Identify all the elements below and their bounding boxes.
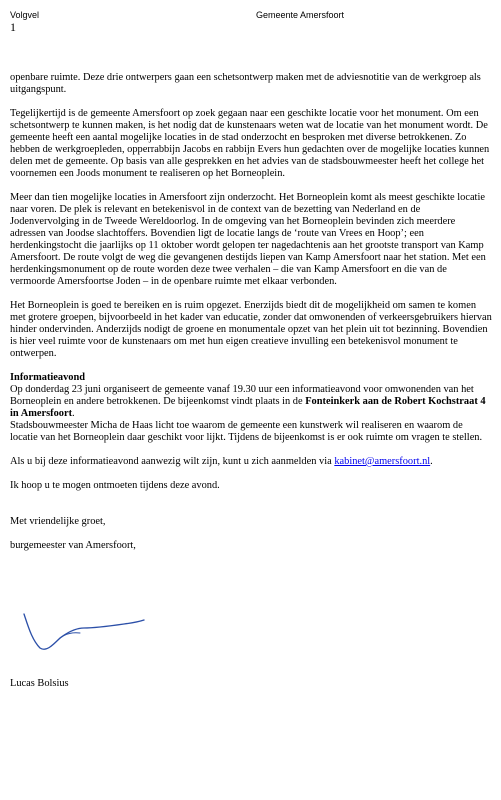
info-paragraph <box>10 384 492 420</box>
handwritten-signature <box>18 606 148 656</box>
info-text-end: . <box>72 408 75 419</box>
page-number: 1 <box>10 20 16 34</box>
paragraph-2: Tegelijkertijd is de gemeente Amersfoort op zoek gegaan naar een geschikte locatie voor het monument. Om een schetsontwerp te kunnen maken, is het nodig dat de kunstenaars weten wat de locatie van het monument wordt. De gemeente heeft een aantal mogelijke locaties in de stad onderzocht en besproken met diverse betrokkenen. Zo hebben de werkgroepleden, opperrabbijn Jacobs en rabbijn Evers hun gedachten over de mogelijke locaties kunnen delen met de gemeente. Op basis van alle gesprekken en het advies van de stadsbouwmeester heeft het college het voornemen een Joods monument te realiseren op het Borneoplein. <box>10 108 490 179</box>
register-paragraph <box>10 456 492 468</box>
register-text: Als u bij deze informatieavond aanwezig wilt zijn, kunt u zich aanmelden via <box>10 456 335 467</box>
paragraph-4: Het Borneoplein is goed te bereiken en is ruim opgezet. Enerzijds biedt dit de mogelijkheid om samen te komen met grotere groepen, bijvoorbeeld in het kader van educatie, zonder dat omwonenden of verkeersgebruikers hiervan hinder ondervinden. Anderzijds nodigt de groene en monumentale opzet van het plein uit tot bezinning. Bovendien is hier veel ruimte voor de kunstenaars om met hun eigen creatieve invulling een betekenisvol monument te ontwerpen. <box>10 300 492 359</box>
letter-body <box>10 72 492 564</box>
register-end: . <box>430 456 433 467</box>
email-link[interactable]: kabinet@amersfoort.nl <box>334 456 431 467</box>
info-paragraph-2: Stadsbouwmeester Micha de Haas licht toe waarom de gemeente een kunstwerk wil realiseren en waarom de locatie van het Borneoplein daar geschikt voor lijkt. Tijdens de bijeenkomst is er ook ruimte om vragen te stellen. <box>10 420 483 443</box>
paragraph-1: openbare ruimte. Deze drie ontwerpers gaan een schetsontwerp maken met de adviesnotitie van de werkgroep als uitgangspunt. <box>10 72 481 95</box>
page-header <box>10 10 491 34</box>
hope-paragraph: Ik hoop u te mogen ontmoeten tijdens deze avond. <box>10 480 220 491</box>
paragraph-3: Meer dan tien mogelijke locaties in Amersfoort zijn onderzocht. Het Borneoplein komt als meest geschikte locatie naar voren. De plek is relevant en betekenisvol in de context van de bezetting van Nederland en de Jodenvervolging in de Tweede Wereldoorlog. In de omgeving van het Borneoplein bevinden zich meerdere adressen van Joodse slachtoffers. Bovendien ligt de locatie langs de ‘route van Vrees en Hoop’; een herdenkingstocht die jaarlijks op 11 oktober wordt gelopen ter nagedachtenis aan het grootste transport van Kamp Amersfoort. De route volgt de weg die gevangenen destijds liepen van Kamp Amersfoort naar het station. Met een herdenkingsmonument op de route worden deze twee verhalen – die van Kamp Amersfoort en die van de vermoorde Amersfoortse Joden – in de openbare ruimte met elkaar verbonden. <box>10 192 486 287</box>
signer-name: Lucas Bolsius <box>10 678 69 689</box>
signer-role: burgemeester van Amersfoort, <box>10 540 136 551</box>
info-heading: Informatieavond <box>10 372 86 383</box>
info-location: Fonteinkerk aan de Robert Kochstraat 4 in Amersfoort <box>10 396 486 419</box>
header-organization: Gemeente Amersfoort <box>256 10 345 20</box>
closing-greeting: Met vriendelijke groet, <box>10 516 106 527</box>
header-left-label: Volgvel <box>10 10 40 20</box>
info-text: Op donderdag 23 juni organiseert de gemeente vanaf 19.30 uur een informatieavond voor omwonenden van het Borneoplein en andere betrokkenen. De bijeenkomst vindt plaats in de <box>10 384 474 407</box>
